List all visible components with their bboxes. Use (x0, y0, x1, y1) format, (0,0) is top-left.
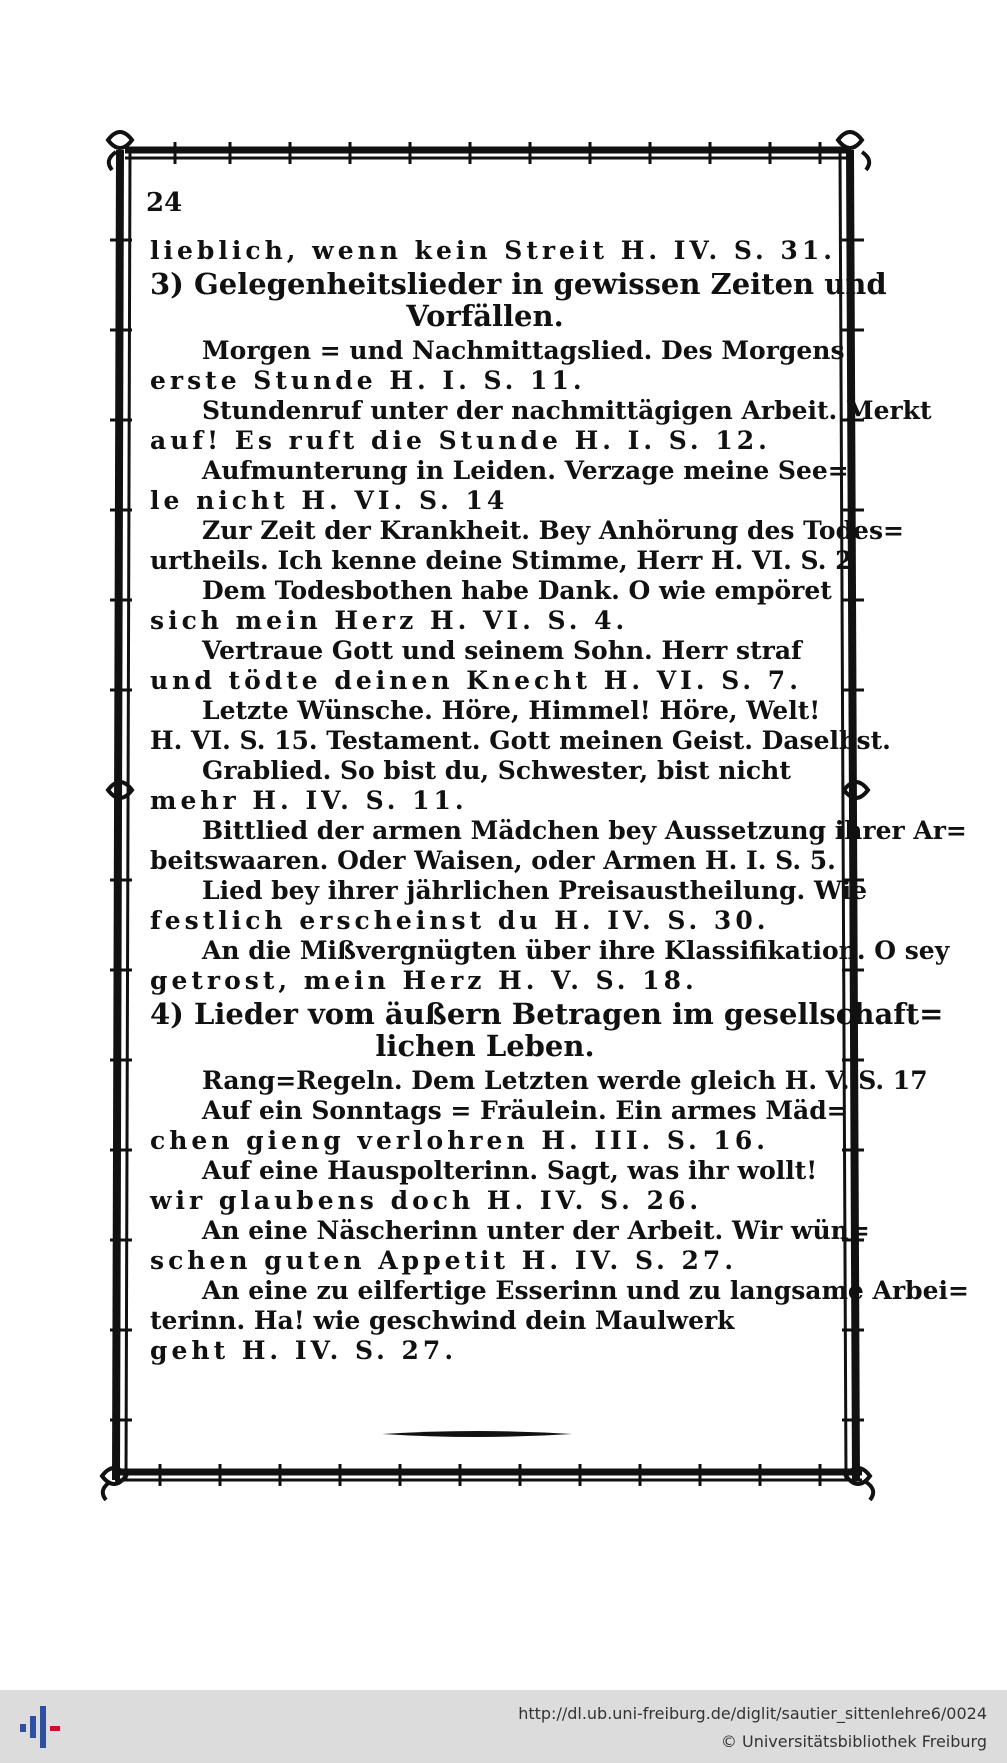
section-heading-line: lichen Leben. (375, 1029, 595, 1063)
text-line: wir glaubens doch H. IV. S. 26. (150, 1186, 703, 1215)
text-line: festlich erscheinst du H. IV. S. 30. (150, 906, 770, 935)
text-line: An eine zu eilfertige Esserinn und zu langsame Arbei= (202, 1276, 969, 1305)
section-heading-line: Vorfällen. (406, 299, 564, 333)
text-line: H. VI. S. 15. Testament. Gott meinen Geist. Daselbst. (150, 726, 891, 755)
text-line: Vertraue Gott und seinem Sohn. Herr straf (202, 636, 802, 665)
copyright-notice: © Universitätsbibliothek Freiburg (720, 1732, 987, 1751)
ub-freiburg-logo-icon[interactable] (14, 1702, 64, 1752)
text-line: Auf eine Hauspolterinn. Sagt, was ihr wollt! (202, 1156, 818, 1185)
text-line: Rang=Regeln. Dem Letzten werde gleich H. V. S. 17 (202, 1066, 928, 1095)
text-line: Zur Zeit der Krankheit. Bey Anhörung des Todes= (202, 516, 904, 545)
page-number: 24 (146, 188, 183, 218)
text-line: geht H. IV. S. 27. (150, 1336, 458, 1365)
text-line: Morgen = und Nachmittagslied. Des Morgens (202, 336, 845, 365)
text-line: terinn. Ha! wie geschwind dein Maulwerk (150, 1306, 735, 1335)
text-line: Stundenruf unter der nachmittägigen Arbeit. Merkt (202, 396, 932, 425)
text-line: Dem Todesbothen habe Dank. O wie empöret (202, 576, 832, 605)
text-line: Bittlied der armen Mädchen bey Aussetzung ihrer Ar= (202, 816, 967, 845)
text-line: lieblich, wenn kein Streit H. IV. S. 31. (150, 236, 836, 265)
text-line: sich mein Herz H. VI. S. 4. (150, 606, 629, 635)
text-line: schen guten Appetit H. IV. S. 27. (150, 1246, 738, 1275)
text-line: mehr H. IV. S. 11. (150, 786, 468, 815)
section-heading-line: 4) Lieder vom äußern Betragen im gesellschaft= (150, 997, 944, 1031)
section-heading-3 (150, 267, 887, 333)
source-url-link[interactable]: http://dl.ub.uni-freiburg.de/diglit/sautier_sittenlehre6/0024 (518, 1704, 987, 1723)
text-line: urtheils. Ich kenne deine Stimme, Herr H. VI. S. 2 (150, 546, 853, 575)
text-line: beitswaaren. Oder Waisen, oder Armen H. I. S. 5. (150, 846, 836, 875)
text-body (150, 236, 969, 1366)
text-line: erste Stunde H. I. S. 11. (150, 366, 586, 395)
text-line: Lied bey ihrer jährlichen Preisaustheilung. Wie (202, 876, 867, 905)
closing-rule-ornament (382, 1430, 572, 1438)
text-line: Letzte Wünsche. Höre, Himmel! Höre, Welt! (202, 696, 821, 725)
text-line: Aufmunterung in Leiden. Verzage meine See= (202, 456, 849, 485)
text-line: le nicht H. VI. S. 14 (150, 486, 509, 515)
text-line: Auf ein Sonntags = Fräulein. Ein armes Mäd= (202, 1096, 848, 1125)
text-line: und tödte deinen Knecht H. VI. S. 7. (150, 666, 802, 695)
text-line: getrost, mein Herz H. V. S. 18. (150, 966, 698, 995)
section-heading-4 (150, 997, 944, 1063)
text-line: Grablied. So bist du, Schwester, bist nicht (202, 756, 791, 785)
text-line: auf! Es ruft die Stunde H. I. S. 12. (150, 426, 771, 455)
text-line: An die Mißvergnügten über ihre Klassifikation. O sey (202, 936, 950, 965)
text-line: chen gieng verlohren H. III. S. 16. (150, 1126, 769, 1155)
section-heading-line: 3) Gelegenheitslieder in gewissen Zeiten und (150, 267, 887, 301)
footer-bar (0, 1690, 1007, 1763)
text-line: An eine Näscherinn unter der Arbeit. Wir wün= (202, 1216, 870, 1245)
